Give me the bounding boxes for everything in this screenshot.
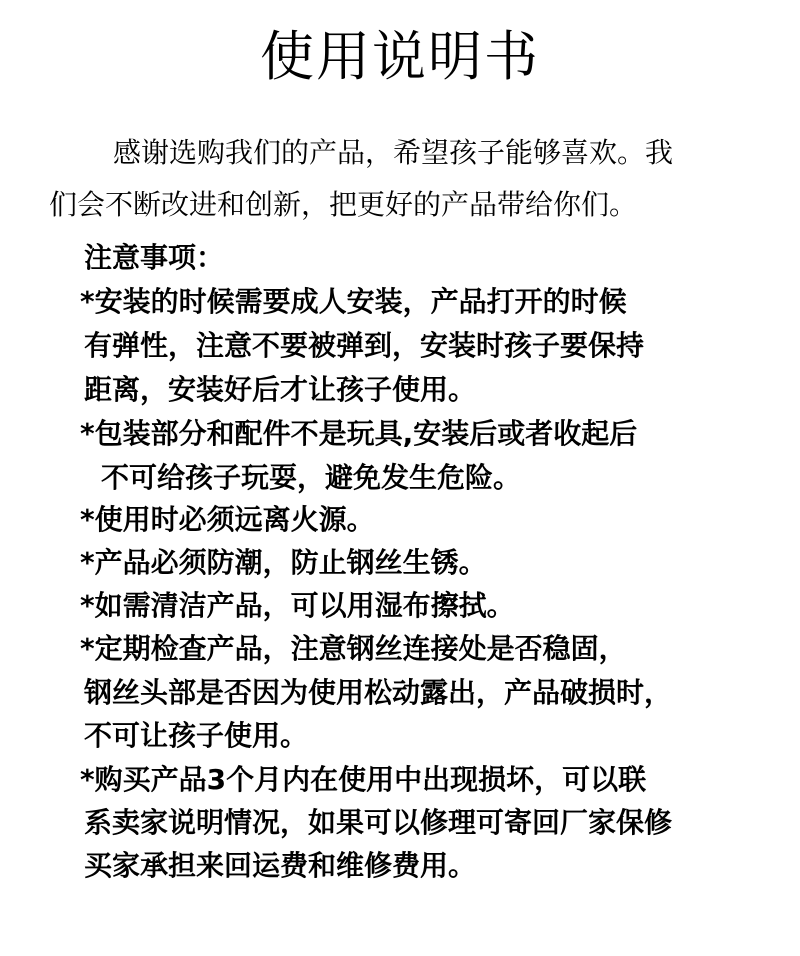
note-line: 不可让孩子使用。 [84, 719, 309, 752]
note-line: *包装部分和配件不是玩具,安装后或者收起后 [80, 417, 638, 450]
note-line: 不可给孩子玩耍，避免发生危险。 [101, 461, 522, 494]
note-line: 距离，安装好后才让孩子使用。 [84, 373, 477, 406]
note-line: 买家承担来回运费和维修费用。 [84, 849, 477, 882]
notes-heading: 注意事项： [84, 241, 225, 274]
intro-line-2: 们会不断改进和创新，把更好的产品带给你们。 [49, 188, 638, 221]
note-line: *购买产品3个月内在使用中出现损坏，可以联 [80, 763, 647, 796]
note-line: 钢丝头部是否因为使用松动露出，产品破损时， [84, 676, 673, 709]
intro-line-1: 感谢选购我们的产品，希望孩子能够喜欢。我 [113, 136, 674, 169]
note-line: *产品必须防潮，防止钢丝生锈。 [80, 546, 487, 579]
note-line: 有弹性，注意不要被弹到，安装时孩子要保持 [84, 329, 645, 362]
note-line: *安装的时候需要成人安装，产品打开的时候 [80, 285, 627, 318]
note-line: *如需清洁产品，可以用湿布擦拭。 [80, 589, 515, 622]
note-line: 系卖家说明情况，如果可以修理可寄回厂家保修 [84, 806, 673, 839]
note-line: *定期检查产品，注意钢丝连接处是否稳固， [80, 632, 627, 665]
note-line: *使用时必须远离火源。 [80, 503, 375, 536]
page-title: 使用说明书 [260, 25, 540, 88]
